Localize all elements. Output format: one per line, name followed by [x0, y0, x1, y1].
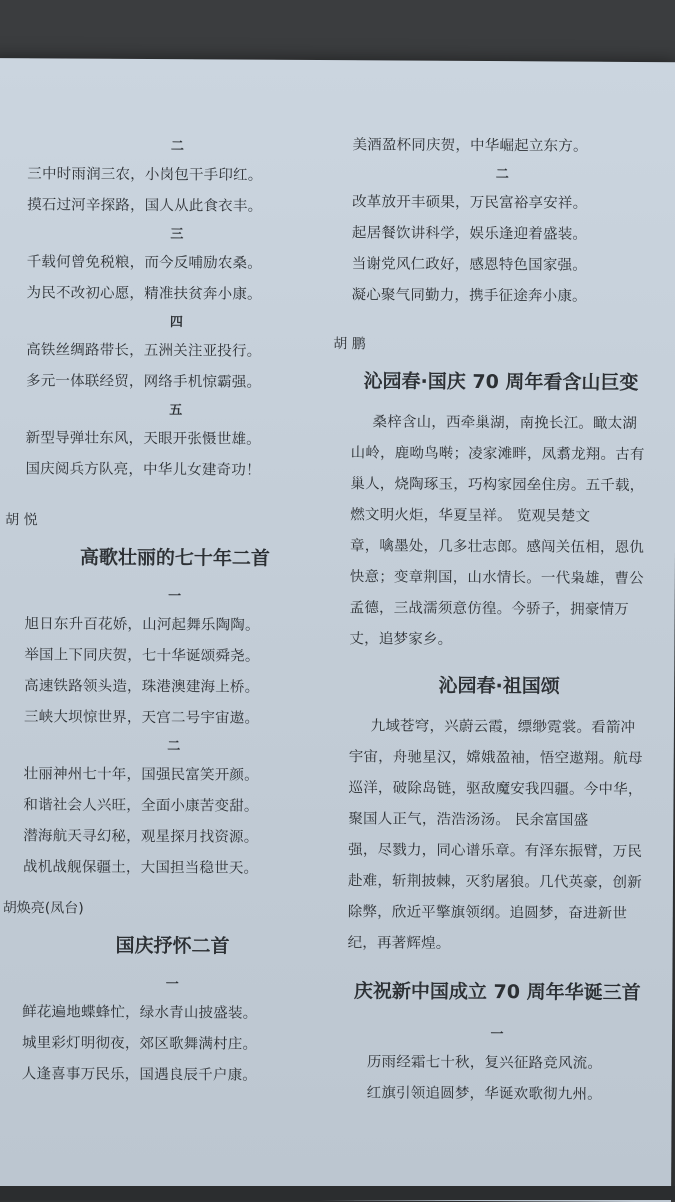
poem-line: 快意；变章荆国，山水情长。一代枭雄，曹公 — [349, 569, 644, 588]
poem-author: 胡 悦 — [5, 512, 38, 529]
stanza-number: 二 — [167, 739, 181, 755]
poem-line: 赴难，斩荆披棘，灭豹屠狼。几代英豪，创新 — [347, 873, 643, 892]
poem-line: 巡洋，破除岛链，驱敌魔安我四疆。今中华， — [348, 780, 643, 799]
poem-line: 宇宙，舟驰星汉，嫦娥盈袖，悟空遨翔。航母 — [348, 749, 643, 768]
poem-line: 山岭，鹿呦鸟啭；凌家滩畔，凤翥龙翔。古有 — [350, 445, 645, 464]
poem-line: 举国上下同庆贺，七十华诞颂舜尧。 — [24, 647, 260, 665]
poem-line: 旭日东升百花娇，山河起舞乐陶陶。 — [24, 616, 260, 634]
poem-line: 除弊，欣近平擎旗领纲。追圆梦，奋进新世 — [347, 904, 628, 922]
poem-title: 国庆抒怀二首 — [115, 934, 230, 958]
poem-line: 纪，再著辉煌。 — [347, 935, 451, 952]
poem-line: 聚国人正气，浩浩汤汤。 民余富国盛 — [348, 811, 589, 829]
poem-body — [349, 407, 651, 657]
stanza-number: 三 — [170, 227, 184, 243]
poem-line: 三峡大坝惊世界，天宫二号宇宙遨。 — [23, 709, 260, 727]
stanza-number: 一 — [490, 1027, 504, 1043]
poem-line: 摸石过河辛探路，国人从此食衣丰。 — [27, 197, 263, 215]
poem-line: 章，噙墨处，几多壮志郎。感闯关伍相，恩仇 — [349, 538, 645, 557]
poem-title: 庆祝新中国成立 70 周年华诞三首 — [353, 980, 641, 1005]
poem-line: 国庆阅兵方队亮，中华儿女建奇功！ — [25, 461, 261, 479]
poem-line: 三中时雨润三农，小岗包干手印红。 — [27, 166, 263, 184]
poem-line: 九域苍穹，兴蔚云霞，缥缈霓裳。看箭冲 — [370, 718, 636, 736]
stanza-number: 四 — [169, 315, 183, 331]
poem-line: 桑梓含山，西牵巢湖，南挽长江。瞰太湖 — [372, 414, 638, 432]
poem-title: 沁园春·祖国颂 — [438, 674, 560, 698]
poem-title: 沁园春·国庆 70 周年看含山巨变 — [363, 370, 639, 394]
poem-line: 千载何曾免税粮，而今反哺励农桑。 — [26, 254, 263, 272]
poem-line: 红旗引领追圆梦，华诞欢歌彻九州。 — [366, 1085, 602, 1103]
poem-line: 高速铁路领头造，珠港澳建海上桥。 — [24, 678, 260, 696]
stanza-number: 二 — [495, 167, 509, 183]
poem-line: 美酒盈杯同庆贺，中华崛起立东方。 — [352, 137, 588, 155]
page-edge-shadow — [0, 1186, 675, 1200]
poem-line: 历雨经霜七十秋，复兴征路竞风流。 — [366, 1054, 603, 1072]
right-column — [333, 130, 653, 1111]
poem-line: 新型导弹壮东风，天眼开张慑世雄。 — [25, 430, 261, 448]
poem-line: 壮丽神州七十年，国强民富笑开颜。 — [23, 766, 259, 784]
poem-line: 当谢党风仁政好，感恩特色国家强。 — [351, 256, 587, 274]
poem-author: 胡焕亮(凤台) — [2, 900, 84, 917]
stanza-number: 一 — [168, 589, 182, 605]
poem-line: 改革放开丰硕果，万民富裕享安祥。 — [352, 194, 588, 212]
poem-line: 人逢喜事万民乐，国遇良辰千户康。 — [21, 1066, 258, 1084]
poem-line: 丈，追梦家乡。 — [349, 631, 453, 648]
poem-line: 强，尽戮力，同心谱乐章。有泽东振臂，万民 — [348, 842, 643, 861]
poem-line: 多元一体联经贸，网络手机惊霸强。 — [25, 373, 262, 391]
poem-line: 和谐社会人兴旺，全面小康苦变甜。 — [23, 797, 259, 815]
poem-line: 鲜花遍地蝶蜂忙，绿水青山披盛装。 — [22, 1004, 258, 1022]
poem-line: 为民不改初心愿，精准扶贫奔小康。 — [26, 285, 262, 303]
poem-author: 胡 鹏 — [333, 336, 366, 353]
poem-line: 高铁丝绸路带长，五洲关注亚投行。 — [26, 342, 262, 360]
poem-line: 凝心聚气同勤力，携手征途奔小康。 — [351, 287, 587, 305]
poem-line: 战机战舰保疆土，大国担当稳世天。 — [23, 859, 259, 877]
poem-line: 燃文明火炬，华夏呈祥。 览观吴楚文 — [350, 507, 591, 525]
poem-title: 高歌壮丽的七十年二首 — [79, 546, 271, 570]
stanza-number: 二 — [170, 139, 185, 155]
book-page — [0, 58, 675, 1202]
poem-line: 巢人，烧陶琢玉，巧构家园垒住房。五千载， — [350, 476, 645, 495]
poem-line: 潜海航天寻幻秘，观星探月找资源。 — [23, 828, 259, 846]
stanza-number: 一 — [165, 977, 179, 993]
poem-body — [348, 711, 650, 961]
poem-line: 城里彩灯明彻夜，郊区歌舞满村庄。 — [21, 1035, 258, 1053]
poem-line: 孟德，三战濡须意仿徨。今骄子，拥豪情万 — [349, 600, 630, 618]
poem-line: 起居餐饮讲科学，娱乐逢迎着盛装。 — [351, 225, 588, 243]
stanza-number: 五 — [169, 403, 183, 419]
left-column — [2, 133, 328, 1092]
